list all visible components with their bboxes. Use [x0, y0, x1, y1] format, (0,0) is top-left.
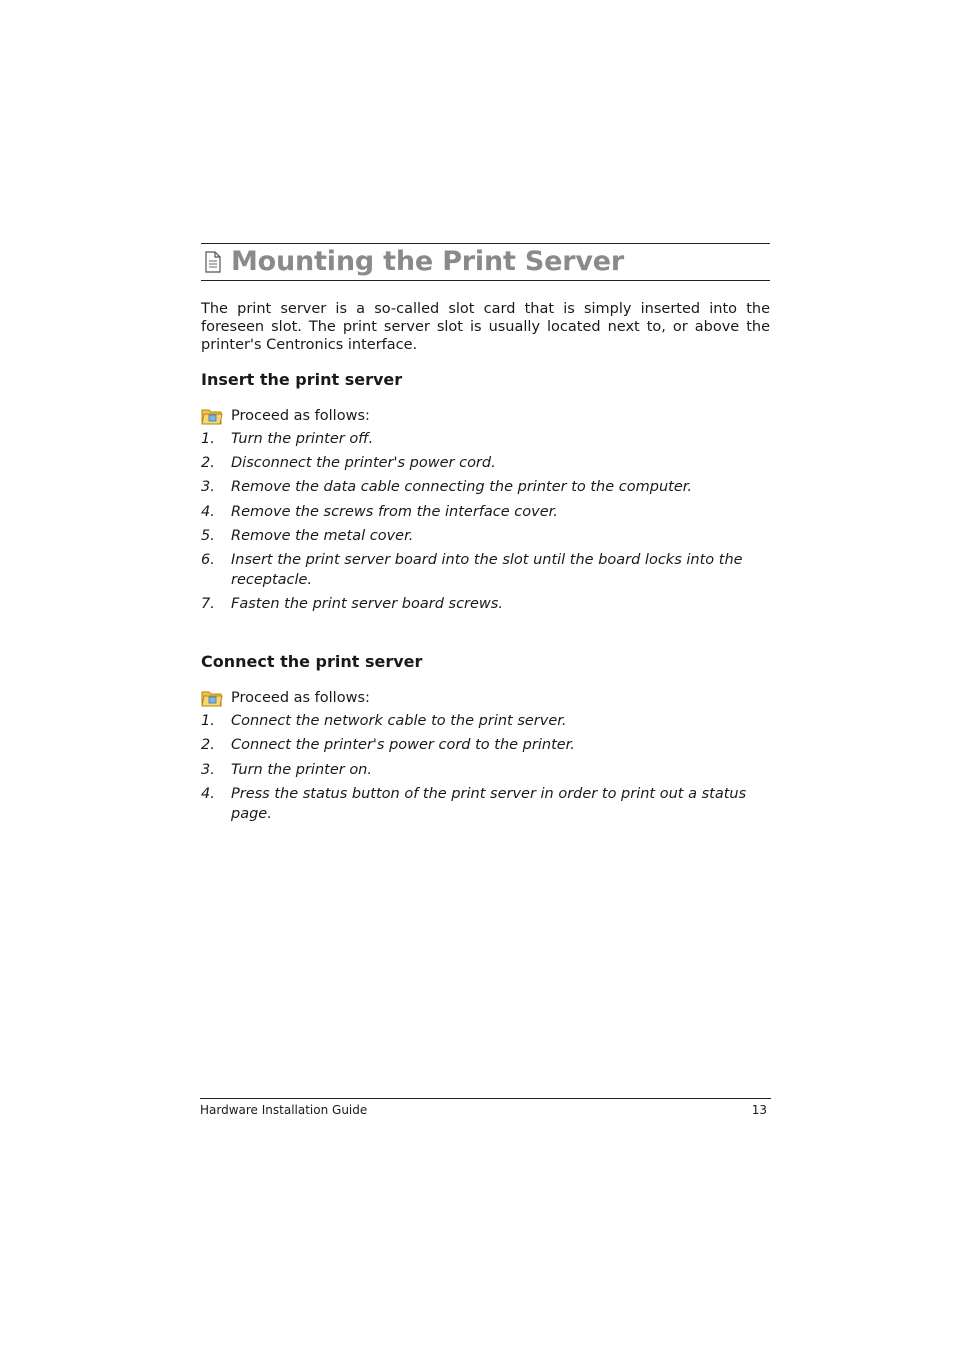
section-connect [201, 652, 770, 824]
intro-paragraph: The print server is a so-called slot card that is simply inserted into the foreseen slot. The print server slot is usually located next to, or above the printer's Centronics interface. [201, 301, 770, 353]
step-number: 2. [201, 737, 215, 754]
page-title: Mounting the Print Server [231, 246, 624, 277]
step-text: Turn the printer on. [231, 761, 372, 778]
step-text: Fasten the print server board screws. [231, 596, 503, 613]
step-text: Remove the screws from the interface cover. [231, 503, 558, 520]
proceed-line [201, 688, 770, 708]
step-number: 1. [201, 713, 215, 730]
step-text: Disconnect the printer's power cord. [231, 455, 496, 472]
list-item [201, 502, 770, 522]
list-item [201, 594, 770, 614]
page-content [201, 243, 770, 828]
folder-icon [201, 688, 223, 708]
list-item [201, 760, 770, 780]
step-number: 4. [201, 503, 215, 520]
step-list [201, 429, 770, 614]
step-number: 7. [201, 596, 215, 613]
step-text: Turn the printer off. [231, 431, 374, 447]
folder-icon [201, 406, 223, 426]
step-number: 3. [201, 479, 215, 496]
step-number: 6. [201, 551, 215, 568]
step-text: Connect the printer's power cord to the printer. [231, 737, 575, 754]
step-text: Remove the data cable connecting the printer to the computer. [231, 479, 692, 496]
step-number: 5. [201, 527, 215, 544]
list-item [201, 784, 770, 824]
step-list [201, 711, 770, 824]
step-text: Remove the metal cover. [231, 527, 414, 544]
step-text: Press the status button of the print server in order to print out a status page. [231, 785, 747, 822]
list-item [201, 453, 770, 473]
document-icon [203, 250, 223, 274]
step-text: Insert the print server board into the slot until the board locks into the receptacle. [231, 551, 743, 588]
list-item [201, 429, 770, 449]
list-item [201, 735, 770, 755]
section-insert [201, 370, 770, 614]
title-bar [201, 243, 770, 281]
step-number: 4. [201, 785, 215, 802]
list-item [201, 550, 770, 590]
list-item [201, 711, 770, 731]
proceed-text: Proceed as follows: [231, 408, 370, 424]
step-number: 2. [201, 455, 215, 472]
list-item [201, 477, 770, 497]
section-heading: Connect the print server [201, 652, 423, 672]
section-heading: Insert the print server [201, 370, 403, 389]
proceed-text: Proceed as follows: [231, 690, 370, 707]
step-text: Connect the network cable to the print server. [231, 713, 567, 730]
page-number: 13 [751, 1103, 767, 1117]
list-item [201, 526, 770, 546]
proceed-line [201, 406, 770, 426]
step-number: 1. [201, 431, 215, 447]
page-footer [200, 1098, 771, 1120]
footer-title: Hardware Installation Guide [200, 1103, 368, 1117]
step-number: 3. [201, 761, 215, 778]
